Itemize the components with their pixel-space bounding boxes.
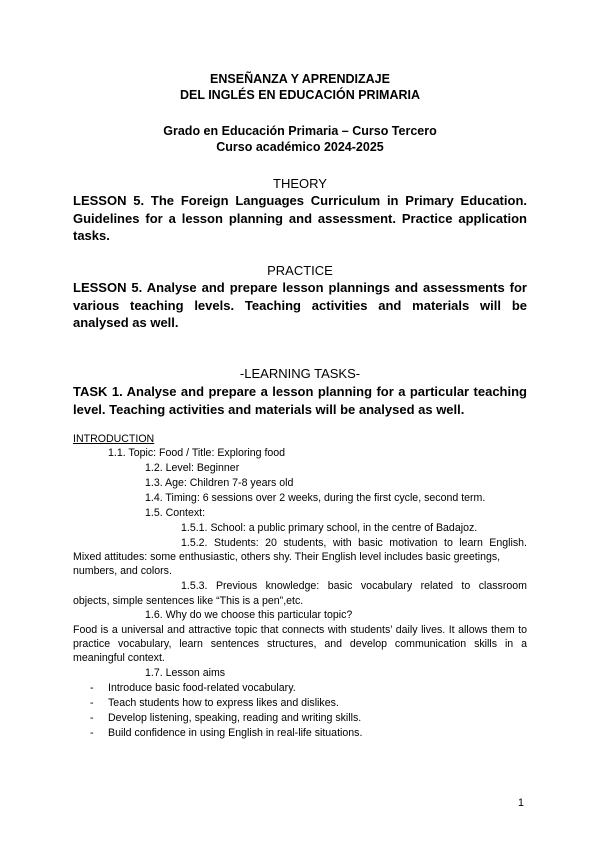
bullet-dash: -: [90, 712, 94, 724]
topic-line: 1.1. Topic: Food / Title: Exploring food: [108, 447, 286, 459]
aim-text: Introduce basic food-related vocabulary.: [108, 682, 296, 694]
bullet-dash: -: [90, 697, 94, 709]
why-topic-heading: 1.6. Why do we choose this particular topic?: [145, 609, 353, 621]
students-line: 1.5.2. Students: 20 students, with basic motivation to learn English.: [181, 537, 527, 549]
introduction-heading: INTRODUCTION: [73, 433, 155, 445]
previous-knowledge-continued: objects, simple sentences like “This is a pen”,etc.: [73, 595, 304, 607]
practice-lesson-text: LESSON 5. Analyse and prepare lesson plannings and assessments for various teaching levels. Teaching activities and materials will be analysed as well.: [73, 280, 527, 331]
theory-lesson-text: LESSON 5. The Foreign Languages Curriculum in Primary Education. Guidelines for a lesson planning and assessment. Practice application tasks.: [73, 193, 527, 244]
students-description: Mixed attitudes: some enthusiastic, others shy. Their English level includes basic greetings, numbers, and colors.: [73, 551, 501, 578]
practice-heading: PRACTICE: [267, 263, 333, 278]
level-line: 1.2. Level: Beginner: [145, 462, 240, 474]
why-topic-text: Food is a universal and attractive topic that connects with students’ daily lives. It allows them to practice vocabulary, learn sentences structures, and develop communication skills in a meaningful context.: [73, 624, 527, 665]
bullet-dash: -: [90, 727, 94, 739]
bullet-dash: -: [90, 682, 94, 694]
task-1-text: TASK 1. Analyse and prepare a lesson planning for a particular teaching level. Teaching activities and materials will be analysed as well.: [73, 384, 527, 417]
age-line: 1.3. Age: Children 7-8 years old: [145, 477, 294, 489]
theory-heading: THEORY: [273, 176, 327, 191]
aim-text: Develop listening, speaking, reading and writing skills.: [108, 712, 362, 724]
title-line-2: DEL INGLÉS EN EDUCACIÓN PRIMARIA: [179, 88, 421, 102]
timing-line: 1.4. Timing: 6 sessions over 2 weeks, during the first cycle, second term.: [145, 492, 486, 504]
school-line: 1.5.1. School: a public primary school, in the centre of Badajoz.: [181, 522, 478, 534]
title-line-1: ENSEÑANZA Y APRENDIZAJE: [210, 72, 390, 86]
academic-year-line: Curso académico 2024-2025: [216, 140, 384, 154]
page-number: 1: [518, 797, 524, 809]
learning-tasks-heading: -LEARNING TASKS-: [239, 366, 361, 381]
aim-text: Teach students how to express likes and dislikes.: [108, 697, 339, 709]
aim-text: Build confidence in using English in real-life situations.: [108, 727, 363, 739]
context-line: 1.5. Context:: [145, 507, 206, 519]
previous-knowledge-line: 1.5.3. Previous knowledge: basic vocabulary related to classroom: [181, 580, 527, 592]
degree-line: Grado en Educación Primaria – Curso Tercero: [163, 124, 437, 138]
lesson-aims-heading: 1.7. Lesson aims: [145, 667, 226, 679]
